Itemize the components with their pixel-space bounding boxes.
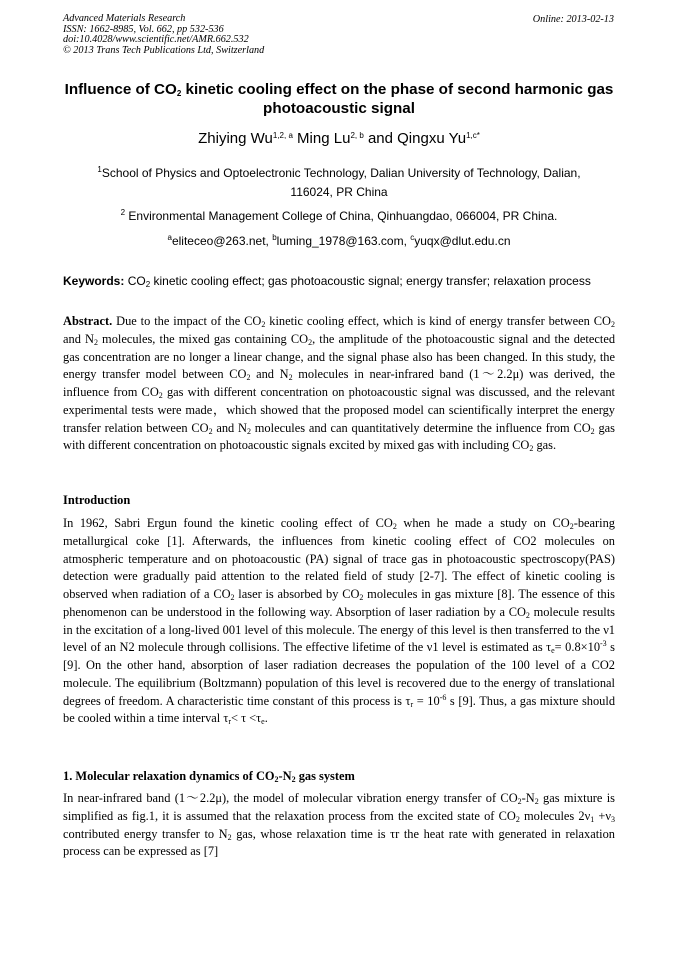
introduction-paragraph: In 1962, Sabri Ergun found the kinetic cooling effect of $CO_2$ when he made a study on $CO_2$-bearing metallurgical coke [1]. Afterwards, the influences from kinetic cooling effect of CO2 molecules on atmospheric temperature and on photoacoustic (PA) signal of trace gas in photoacoustic spectroscopy(PAS) detection were gradually paid attention to the related field of study [2-7]. The effect of kinetic cooling is observed when radiation of a $CO_2$ laser is absorbed by $CO_2$ molecules in gas mixture [8]. The essence of this phenomenon can be understood in the following way. Absorption of laser radiation by a $CO_2$ molecule results in the excitation of a long-lived 001 level of this molecule. The energy of this level is then transferred to the ν1 level of an N2 molecule through collisions. The effective lifetime of the ν1 level is estimated as $\tau_e= 0.8\times 10^{-3}$ s [9]. On the other hand, absorption of laser radiation decreases the population of the 100 level of a CO2 molecule. The equilibrium (Boltzmann) population of this level is recovered due to the energy of translational degrees of freedom. A characteristic time constant of this process is $\tau_r = 10^{-6}$ s [9]. Thus, a gas mixture should be cooled within a time interval $\tau_r< \tau <\tau_e$.	[63, 516, 616, 727]
copyright-line: © 2013 Trans Tech Publications Ltd, Switzerland	[63, 44, 265, 56]
abstract: Abstract. Due to the impact of the $CO_2$ kinetic cooling effect, which is kind of energy transfer between $CO_2$ and $N_2$ molecules, the mixed gas containing $CO_2$, the amplitude of the photoacoustic signal and the detected gas concentration are no longer a linear change, and the signal phase also has been changed. In this study, the energy transfer model between $CO_2$ and $N_2$ molecules in near-infrared band (1～2.2μ) was derived, the influence from $CO_2$ gas with different concentration on photoacoustic signal was discussed, and the relevant experimental tests were made，which showed that the proposed model can scientifically interpret the energy transfer relation between $CO_2$ and $N_2$ molecules and can quantitatively determine the influence from $CO_2$ gas with different concentration on photoacoustic signals excited by mixed gas with including $CO_2$ gas.	[63, 314, 616, 454]
issn-line: ISSN: 1662-8985, Vol. 662, pp 532-536	[63, 23, 224, 35]
doi-line: doi:10.4028/www.scientific.net/AMR.662.532	[63, 34, 249, 46]
author-lu: Ming Lu	[292, 130, 351, 147]
journal-name: Advanced Materials Research	[63, 13, 186, 24]
paper-title: Influence of $CO_2$ kinetic cooling effect on the phase of second harmonic gas photoacoustic signal	[64, 81, 614, 117]
abstract-label: Abstract.	[63, 314, 113, 328]
affiliation-2: $^2$ Environmental Management College of China, Qinhuangdao, 066004, PR China.	[120, 208, 558, 223]
author-emails: $^a$eliteceo@263.net, $^b$luming_1978@163.com, $^c$yuqx@dlut.edu.cn	[167, 233, 511, 248]
author-yu: and Qingxu Yu	[363, 130, 467, 147]
section-1-heading: 1. Molecular relaxation dynamics of $CO_2-N_2$ gas system	[63, 769, 355, 784]
journal-meta	[63, 14, 264, 56]
author-list: Zhiying Wu$^{1,2, a}$ Ming Lu$^{2, b}$ and Qingxu $Yu^{1,c*}$	[198, 130, 480, 147]
keywords: Keywords: $CO_2$ kinetic cooling effect; gas photoacoustic signal; energy transfer; relaxation process	[63, 274, 591, 289]
affiliation-1: $^1$School of Physics and Optoelectronic Technology, Dalian University of Technology, Dalian, 116024, PR China	[97, 165, 581, 199]
online-date: Online: 2013-02-13	[532, 14, 614, 25]
introduction-heading: Introduction	[63, 493, 131, 507]
keywords-label: Keywords:	[63, 274, 125, 288]
section-1-paragraph: In near-infrared band (1～2.2μ), the model of molecular vibration energy transfer of $CO_2-N_2$ gas mixture is simplified as fig.1, it is assumed that the relaxation process from the excited state of $CO_2$ molecules $2\nu_1 +\nu_3$ contributed energy transfer to $N_2$ gas, whose relaxation time is τr the heat rate with generated in relaxation process can be expressed as [7]	[63, 791, 615, 859]
author-wu: Zhiying Wu	[198, 130, 273, 147]
